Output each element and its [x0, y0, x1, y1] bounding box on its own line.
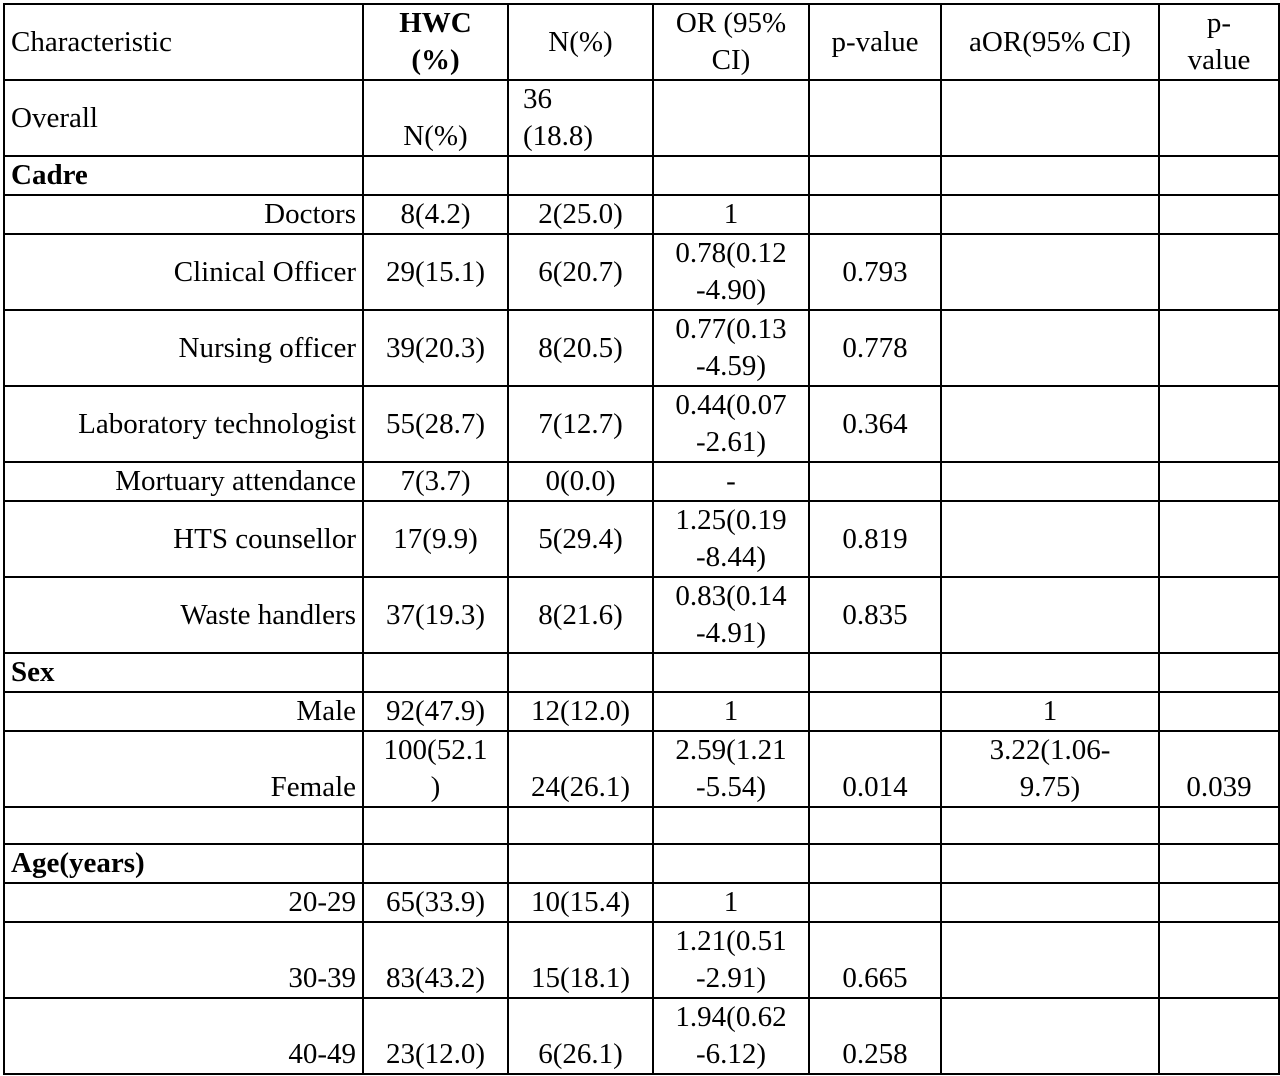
cell-or: 2.59(1.21 -5.54)	[653, 731, 809, 807]
cell-aor	[941, 998, 1159, 1074]
table-body	[4, 4, 1279, 1074]
row-label: 40-49	[4, 998, 363, 1074]
header-n: N(%)	[508, 4, 653, 80]
cell-or: 1	[653, 692, 809, 731]
overall-row	[4, 80, 1279, 156]
cell-n: 8(20.5)	[508, 310, 653, 386]
header-or: OR (95% CI)	[653, 4, 809, 80]
cell-hwc: 65(33.9)	[363, 883, 508, 922]
row-label: Laboratory technologist	[4, 386, 363, 462]
cell-p: 0.778	[809, 310, 941, 386]
section-label: Sex	[4, 653, 363, 692]
cell-aor	[941, 922, 1159, 998]
cell-hwc: 55(28.7)	[363, 386, 508, 462]
cell-hwc: 100(52.1 )	[363, 731, 508, 807]
row-label: Mortuary attendance	[4, 462, 363, 501]
empty-cell	[363, 156, 508, 195]
empty-cell	[809, 807, 941, 844]
row-label: Overall	[4, 80, 363, 156]
empty-cell	[941, 156, 1159, 195]
cell-n: 24(26.1)	[508, 731, 653, 807]
cell-n: 36 (18.8)	[508, 80, 653, 156]
cell-aor	[941, 462, 1159, 501]
cell-or: 1	[653, 883, 809, 922]
row-label: 30-39	[4, 922, 363, 998]
table-row	[4, 310, 1279, 386]
section-row	[4, 844, 1279, 883]
row-label: Waste handlers	[4, 577, 363, 653]
empty-cell	[653, 156, 809, 195]
cell-p	[809, 80, 941, 156]
row-label: 20-29	[4, 883, 363, 922]
cell-hwc: N(%)	[363, 80, 508, 156]
cell-aor	[941, 386, 1159, 462]
cell-or: 0.78(0.12 -4.90)	[653, 234, 809, 310]
results-table	[3, 3, 1280, 1075]
cell-hwc: 39(20.3)	[363, 310, 508, 386]
table-row	[4, 386, 1279, 462]
cell-p: 0.819	[809, 501, 941, 577]
cell-ap	[1159, 577, 1279, 653]
cell-hwc: 29(15.1)	[363, 234, 508, 310]
header-p: p-value	[809, 4, 941, 80]
cell-aor: 1	[941, 692, 1159, 731]
empty-cell	[809, 653, 941, 692]
cell-p: 0.364	[809, 386, 941, 462]
cell-n: 5(29.4)	[508, 501, 653, 577]
cell-n: 6(26.1)	[508, 998, 653, 1074]
table-row	[4, 234, 1279, 310]
cell-n: 10(15.4)	[508, 883, 653, 922]
cell-n: 15(18.1)	[508, 922, 653, 998]
row-label: Male	[4, 692, 363, 731]
cell-n: 6(20.7)	[508, 234, 653, 310]
header-characteristic: Characteristic	[4, 4, 363, 80]
empty-cell	[1159, 844, 1279, 883]
cell-ap	[1159, 195, 1279, 234]
cell-p	[809, 195, 941, 234]
empty-cell	[653, 844, 809, 883]
cell-or	[653, 80, 809, 156]
section-label: Age(years)	[4, 844, 363, 883]
cell-hwc: 17(9.9)	[363, 501, 508, 577]
section-label	[4, 807, 363, 844]
cell-p: 0.835	[809, 577, 941, 653]
row-label: Nursing officer	[4, 310, 363, 386]
table-row	[4, 998, 1279, 1074]
cell-n: 0(0.0)	[508, 462, 653, 501]
cell-or: 0.77(0.13 -4.59)	[653, 310, 809, 386]
cell-ap	[1159, 998, 1279, 1074]
cell-aor	[941, 883, 1159, 922]
table-row	[4, 883, 1279, 922]
row-label: HTS counsellor	[4, 501, 363, 577]
cell-aor	[941, 234, 1159, 310]
empty-cell	[1159, 807, 1279, 844]
empty-cell	[1159, 653, 1279, 692]
cell-or: -	[653, 462, 809, 501]
cell-p: 0.014	[809, 731, 941, 807]
table-row	[4, 731, 1279, 807]
cell-aor	[941, 577, 1159, 653]
cell-or: 1	[653, 195, 809, 234]
empty-cell	[941, 807, 1159, 844]
cell-aor	[941, 195, 1159, 234]
empty-cell	[653, 653, 809, 692]
empty-cell	[508, 807, 653, 844]
cell-p: 0.665	[809, 922, 941, 998]
section-row	[4, 653, 1279, 692]
section-row	[4, 807, 1279, 844]
cell-p	[809, 883, 941, 922]
cell-n: 2(25.0)	[508, 195, 653, 234]
cell-hwc: 37(19.3)	[363, 577, 508, 653]
cell-ap	[1159, 462, 1279, 501]
empty-cell	[508, 156, 653, 195]
empty-cell	[508, 653, 653, 692]
header-row	[4, 4, 1279, 80]
cell-ap	[1159, 922, 1279, 998]
cell-ap: 0.039	[1159, 731, 1279, 807]
cell-ap	[1159, 386, 1279, 462]
header-hwc: HWC (%)	[363, 4, 508, 80]
cell-or: 0.83(0.14 -4.91)	[653, 577, 809, 653]
table-row	[4, 577, 1279, 653]
table-row	[4, 922, 1279, 998]
empty-cell	[941, 653, 1159, 692]
empty-cell	[363, 844, 508, 883]
empty-cell	[653, 807, 809, 844]
cell-ap	[1159, 310, 1279, 386]
empty-cell	[363, 653, 508, 692]
cell-or: 0.44(0.07 -2.61)	[653, 386, 809, 462]
cell-ap	[1159, 501, 1279, 577]
cell-or: 1.25(0.19 -8.44)	[653, 501, 809, 577]
row-label: Clinical Officer	[4, 234, 363, 310]
cell-aor: 3.22(1.06- 9.75)	[941, 731, 1159, 807]
cell-p	[809, 462, 941, 501]
empty-cell	[508, 844, 653, 883]
cell-p	[809, 692, 941, 731]
empty-cell	[809, 156, 941, 195]
empty-cell	[941, 844, 1159, 883]
cell-ap	[1159, 883, 1279, 922]
header-ap: p- value	[1159, 4, 1279, 80]
empty-cell	[809, 844, 941, 883]
cell-hwc: 7(3.7)	[363, 462, 508, 501]
cell-n: 8(21.6)	[508, 577, 653, 653]
cell-aor	[941, 501, 1159, 577]
empty-cell	[1159, 156, 1279, 195]
cell-aor	[941, 80, 1159, 156]
row-label: Female	[4, 731, 363, 807]
table-row	[4, 692, 1279, 731]
cell-hwc: 23(12.0)	[363, 998, 508, 1074]
cell-hwc: 83(43.2)	[363, 922, 508, 998]
table-row	[4, 462, 1279, 501]
cell-ap	[1159, 692, 1279, 731]
cell-aor	[941, 310, 1159, 386]
cell-hwc: 92(47.9)	[363, 692, 508, 731]
section-label: Cadre	[4, 156, 363, 195]
cell-or: 1.21(0.51 -2.91)	[653, 922, 809, 998]
table-row	[4, 195, 1279, 234]
empty-cell	[363, 807, 508, 844]
cell-hwc: 8(4.2)	[363, 195, 508, 234]
row-label: Doctors	[4, 195, 363, 234]
table-row	[4, 501, 1279, 577]
header-aor: aOR(95% CI)	[941, 4, 1159, 80]
section-row	[4, 156, 1279, 195]
cell-ap	[1159, 80, 1279, 156]
cell-p: 0.258	[809, 998, 941, 1074]
cell-or: 1.94(0.62 -6.12)	[653, 998, 809, 1074]
cell-n: 12(12.0)	[508, 692, 653, 731]
cell-n: 7(12.7)	[508, 386, 653, 462]
cell-ap	[1159, 234, 1279, 310]
cell-p: 0.793	[809, 234, 941, 310]
